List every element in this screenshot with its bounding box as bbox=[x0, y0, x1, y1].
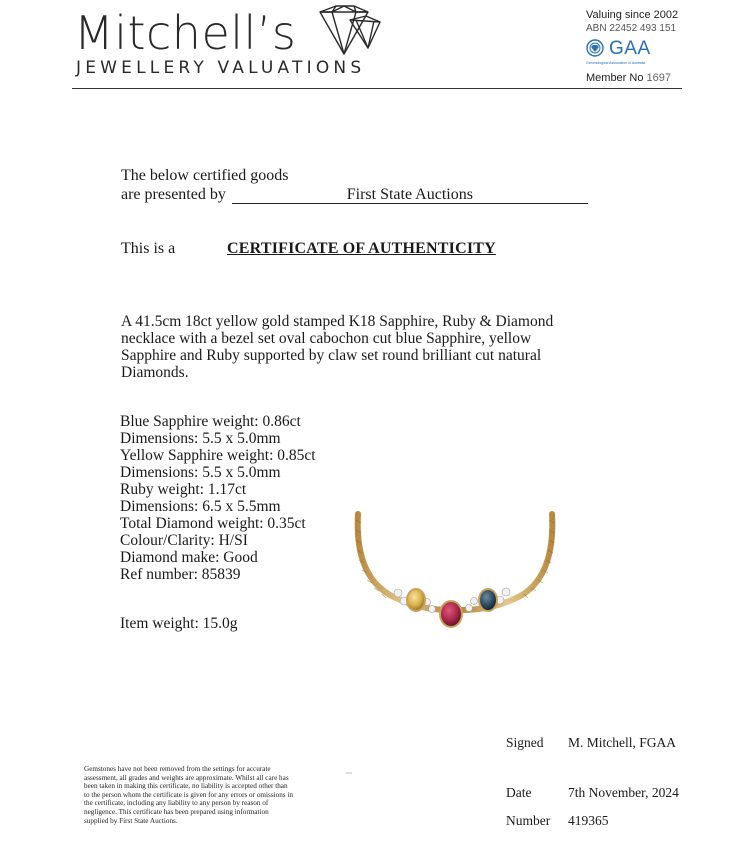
spec-line: Total Diamond weight: 0.35ct bbox=[120, 515, 306, 532]
number-value: 419365 bbox=[568, 813, 609, 828]
spec-line: Dimensions: 5.5 x 5.0mm bbox=[120, 430, 281, 447]
presented-by-label: are presented by bbox=[121, 186, 226, 203]
spec-line: Ruby weight: 1.17ct bbox=[120, 481, 247, 498]
gaa-badge-icon bbox=[586, 39, 604, 57]
member-value: 1697 bbox=[646, 72, 672, 84]
signed-label: Signed bbox=[506, 735, 544, 750]
certificate-title: CERTIFICATE OF AUTHENTICITY bbox=[227, 240, 496, 257]
date-label: Date bbox=[506, 785, 532, 800]
yellow-sapphire bbox=[408, 590, 424, 610]
scan-speck bbox=[346, 772, 352, 774]
blue-sapphire bbox=[480, 590, 496, 610]
brand-tagline: JEWELLERY VALUATIONS bbox=[76, 58, 366, 78]
presented-by-value: First State Auctions bbox=[232, 187, 588, 204]
item-description: A 41.5cm 18ct yellow gold stamped K18 Sapphire, Ruby & Diamond necklace with a bezel set oval cabochon cut blue Sapphire, yellow Sapphire and Ruby supported by claw set round brilliant cut natural Diamonds. bbox=[121, 313, 554, 381]
diamond-logo-icon bbox=[310, 4, 382, 56]
valuing-since: Valuing since 2002 bbox=[586, 9, 679, 21]
abn-number: ABN 22452 493 151 bbox=[586, 23, 677, 34]
number-label: Number bbox=[506, 813, 551, 828]
spec-line: Yellow Sapphire weight: 0.85ct bbox=[120, 447, 316, 464]
spec-line: Ref number: 85839 bbox=[120, 566, 241, 583]
member-number bbox=[586, 72, 671, 84]
intro-line-1: The below certified goods bbox=[121, 167, 289, 184]
spec-line: Dimensions: 6.5 x 5.5mm bbox=[120, 498, 281, 515]
necklace-chain bbox=[358, 514, 553, 610]
ruby bbox=[441, 602, 461, 626]
spec-line: Colour/Clarity: H/SI bbox=[120, 532, 248, 549]
date-value: 7th November, 2024 bbox=[568, 785, 679, 800]
signed-value: M. Mitchell, FGAA bbox=[568, 735, 676, 750]
spec-line: Blue Sapphire weight: 0.86ct bbox=[120, 413, 301, 430]
necklace-photo bbox=[350, 510, 565, 650]
gaa-logo-text: GAA bbox=[609, 38, 651, 59]
member-label: Member No bbox=[586, 72, 644, 84]
disclaimer-text: Gemstones have not been removed from the settings for accurate assessment, all grades and weights are approximate. Whilst all care has been taken in making this certificate, no liability is accepted other than to the person whom the certificate is given for any errors or omissions in the certificate, including any liability to any person by reason of negligence. This certificate has been prepared using information supplied by First State Auctions. bbox=[84, 765, 293, 825]
specs-list bbox=[120, 413, 316, 583]
intro-line-2 bbox=[121, 186, 588, 204]
spec-line: Diamond make: Good bbox=[120, 549, 258, 566]
header-divider bbox=[72, 88, 682, 89]
gaa-subtext: Gemmological Association of Australia bbox=[586, 61, 646, 65]
spec-line: Dimensions: 5.5 x 5.0mm bbox=[120, 464, 281, 481]
brand-name: Mitchell’s bbox=[74, 6, 297, 60]
certificate-prefix: This is a bbox=[121, 240, 176, 257]
item-weight: Item weight: 15.0g bbox=[120, 615, 238, 632]
